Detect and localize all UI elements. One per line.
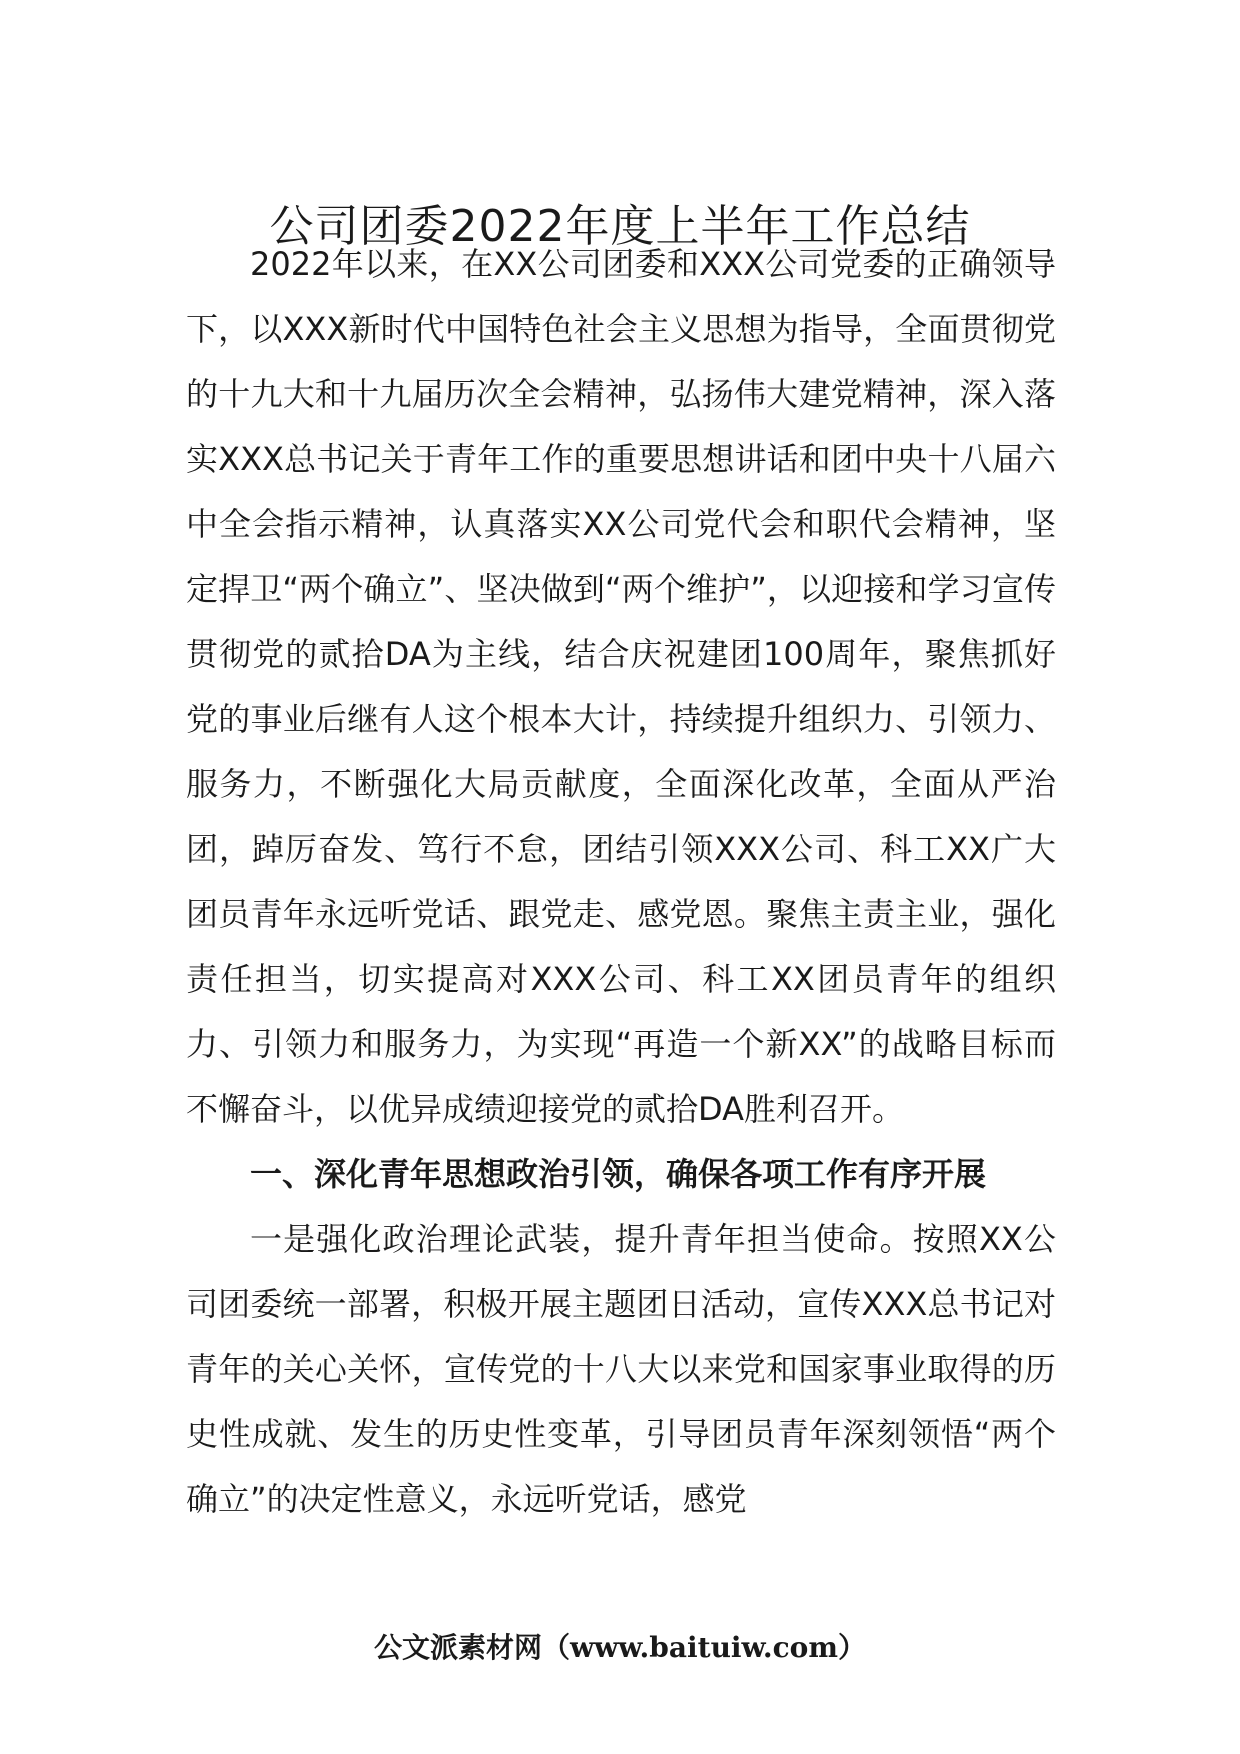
intro-paragraph: 2022年以来，在XX公司团委和XXX公司党委的正确领导下，以XXX新时代中国特色社会主义思想为指导，全面贯彻党的十九大和十九届历次全会精神，弘扬伟大建党精神，深入落实XXX总书记关于青年工作的重要思想讲话和团中央十八届六中全会指示精神，认真落实XX公司党代会和职代会精神，坚定捍卫“两个确立”、坚决做到“两个维护”，以迎接和学习宣传贯彻党的贰拾DA为主线，结合庆祝建团100周年，聚焦抓好党的事业后继有人这个根本大计，持续提升组织力、引领力、服务力，不断强化大局贡献度，全面深化改革，全面从严治团，踔厉奋发、笃行不怠，团结引领XXX公司、科工XX广大团员青年永远听党话、跟党走、感党恩。聚焦主责主业，强化责任担当，切实提高对XXX公司、科工XX团员青年的组织力、引领力和服务力，为实现“再造一个新XX”的战略目标而不懈奋斗，以优异成绩迎接党的贰拾DA胜利召开。 — [186, 245, 1056, 1128]
document-title: 公司团委2022年度上半年工作总结 — [269, 201, 971, 253]
section-heading: 一、深化青年思想政治引领，确保各项工作有序开展 — [250, 1155, 987, 1193]
document-body — [186, 232, 1056, 1532]
source-footer: 公文派素材网（www.baituiw.com） — [374, 1631, 866, 1664]
section-paragraph: 一是强化政治理论武装，提升青年担当使命。按照XX公司团委统一部署，积极开展主题团日活动，宣传XXX总书记对青年的关心关怀，宣传党的十八大以来党和国家事业取得的历史性成就、发生的历史性变革，引导团员青年深刻领悟“两个确立”的决定性意义，永远听党话，感党 — [186, 1220, 1056, 1518]
